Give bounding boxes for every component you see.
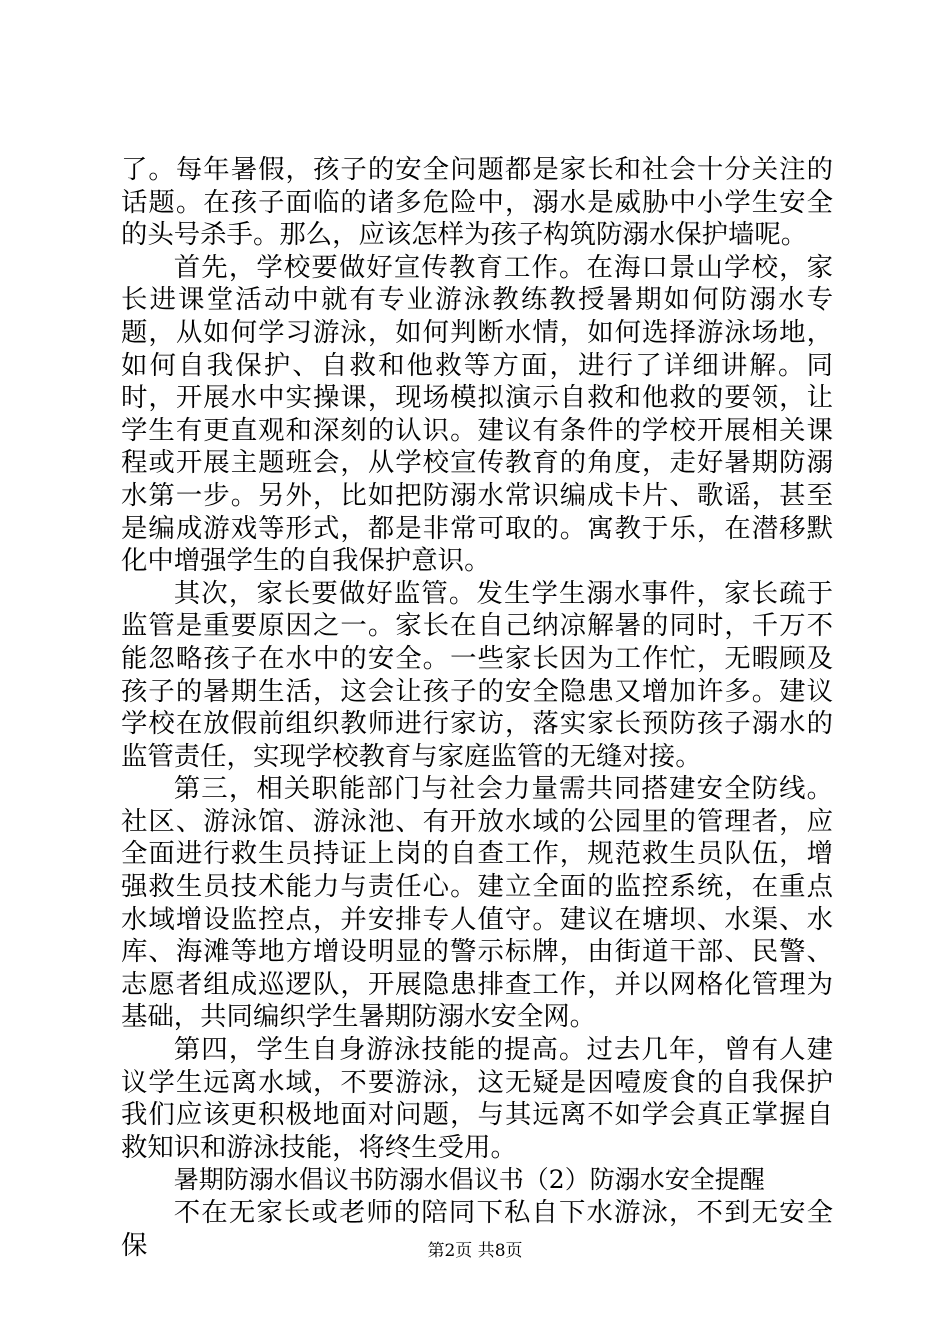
paragraph-school-education: 首先，学校要做好宣传教育工作。在海口景山学校，家长进课堂活动中就有专业游泳教练教授暑期如何防溺水专题，从如何学习游泳，如何判断水情，如何选择游泳场地，如何自我保护、自救和他救等方面，进行了详细讲解。同时，开展水中实操课，现场模拟演示自救和他救的要领，让学生有更直观和深刻的认识。建议有条件的学校开展相关课程或开展主题班会，从学校宣传教育的角度，走好暑期防溺水第一步。另外，比如把防溺水常识编成卡片、歌谣，甚至是编成游戏等形式，都是非常可取的。寓教于乐，在潜移默化中增强学生的自我保护意识。 (121, 251, 833, 577)
document-body (121, 154, 833, 1262)
section-heading: 暑期防溺水倡议书防溺水倡议书（2）防溺水安全提醒 (173, 1165, 765, 1195)
paragraph-parent-supervision: 其次，家长要做好监管。发生学生溺水事件，家长疏于监管是重要原因之一。家长在自己纳凉解暑的同时，千万不能忽略孩子在水中的安全。一些家长因为工作忙，无暇顾及孩子的暑期生活，这会让孩子的安全隐患又增加许多。建议学校在放假前组织教师进行家访，落实家长预防孩子溺水的监管责任，实现学校教育与家庭监管的无缝对接。 (121, 577, 833, 772)
page-indicator: 第2页 共8页 (427, 1241, 523, 1261)
page-footer (0, 1240, 950, 1262)
paragraph-student-skills: 第四，学生自身游泳技能的提高。过去几年，曾有人建议学生远离水域，不要游泳，这无疑是因噎废食的自我保护我们应该更积极地面对问题，与其远离不如学会真正掌握自救知识和游泳技能，将终生受用。 (121, 1034, 833, 1163)
paragraph-safety-reminder: 不在无家长或老师的陪同下私自下水游泳，不到无安全保 (121, 1197, 833, 1261)
paragraph-departments-society: 第三，相关职能部门与社会力量需共同搭建安全防线。社区、游泳馆、游泳池、有开放水域的公园里的管理者，应全面进行救生员持证上岗的自查工作，规范救生员队伍，增强救生员技术能力与责任心。建立全面的监控系统，在重点水域增设监控点，并安排专人值守。建议在塘坝、水渠、水库、海滩等地方增设明显的警示标牌，由街道干部、民警、志愿者组成巡逻队，开展隐患排查工作，并以网格化管理为基础，共同编织学生暑期防溺水安全网。 (121, 773, 833, 1033)
paragraph-continuation: 了。每年暑假，孩子的安全问题都是家长和社会十分关注的话题。在孩子面临的诸多危险中，溺水是威胁中小学生安全的头号杀手。那么，应该怎样为孩子构筑防溺水保护墙呢。 (121, 154, 833, 251)
